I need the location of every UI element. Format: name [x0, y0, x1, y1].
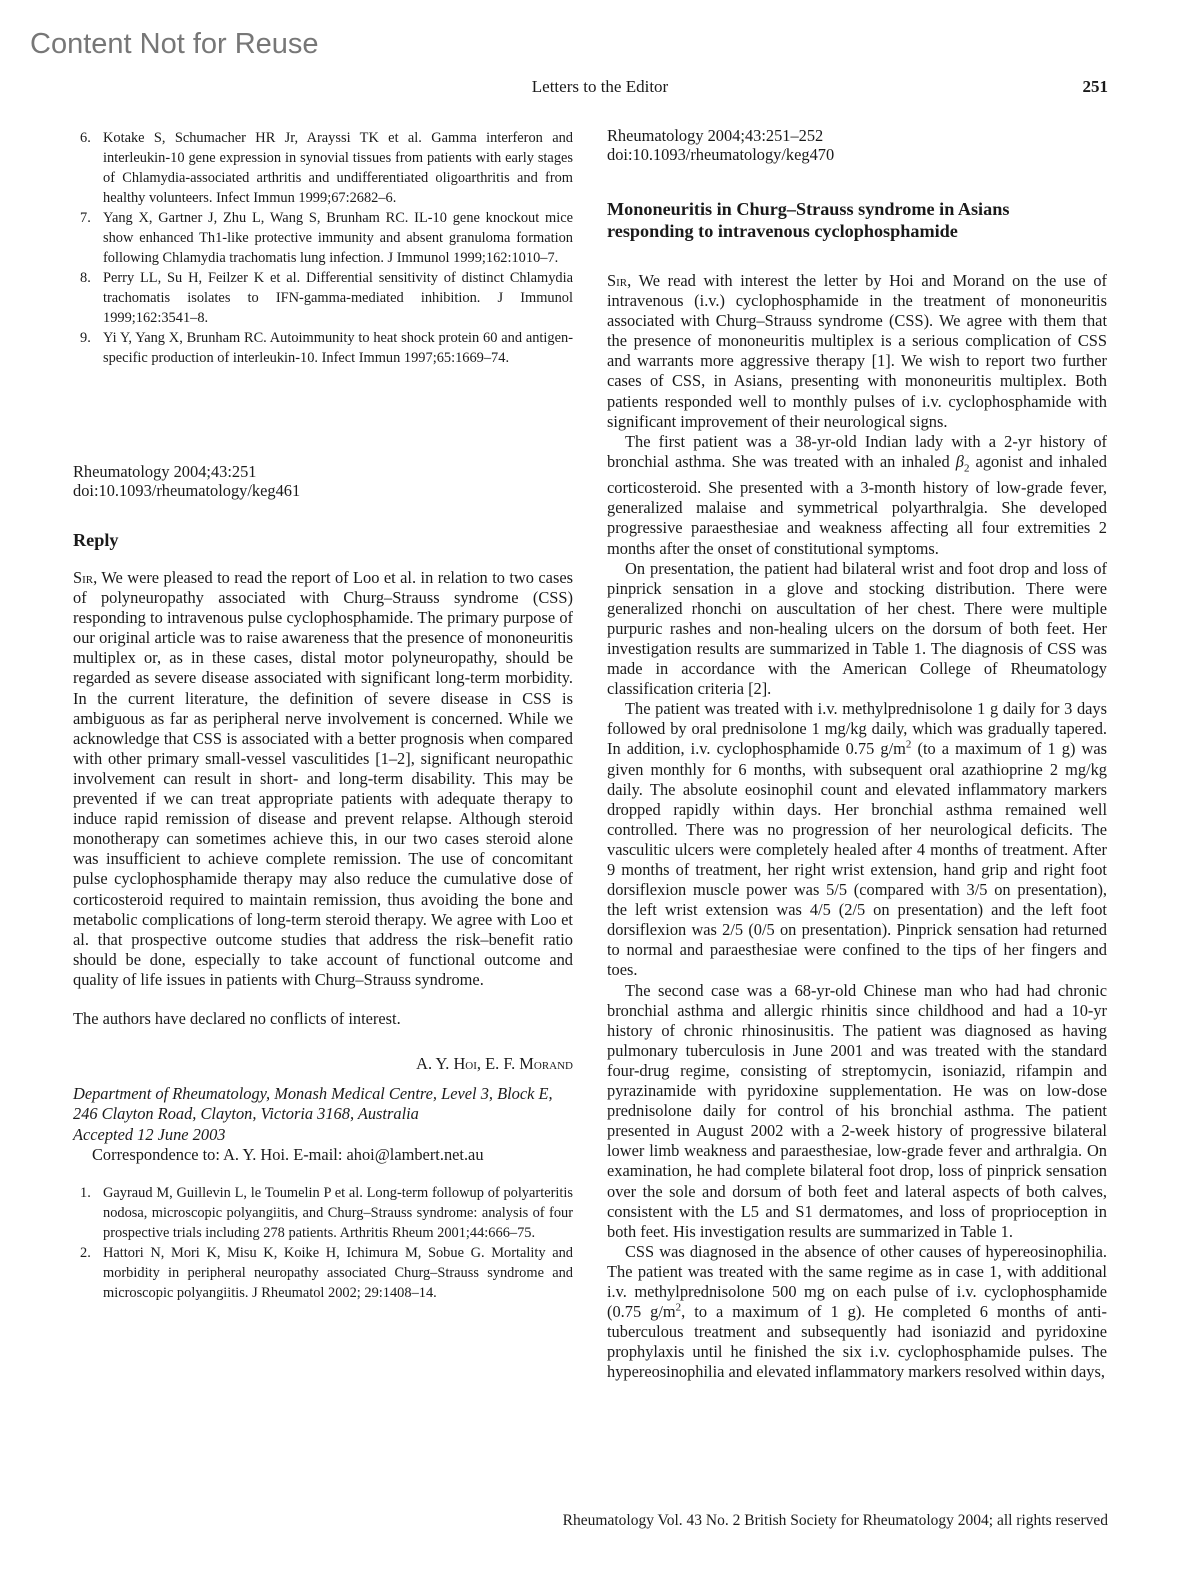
letter-title-line: responding to intravenous cyclophosphamide: [607, 221, 958, 241]
reply-citation: [73, 462, 573, 500]
letter-title: [607, 198, 1107, 242]
paragraph-text: We read with interest the letter by Hoi and Morand on the use of intravenous (i.v.) cyclophosphamide in the treatment of mononeuritis associated with Churg–Strauss syndrome (CSS). We agree with them that the presence of mononeuritis multiplex is a serious complication of CSS and warrants more aggressive therapy [1]. We wish to report two further cases of CSS, in Asians, presenting with mononeuritis multiplex. Both patients responded well to monthly pulses of i.v. cyclophosphamide with significant improvement of their neurological signs.: [607, 271, 1107, 431]
reference-number: 1.: [80, 1184, 91, 1201]
page-footer: Rheumatology Vol. 43 No. 2 British Society for Rheumatology 2004; all rights reserved: [562, 1512, 1108, 1529]
reference-number: 8.: [80, 270, 91, 286]
letter-body: [607, 271, 1107, 1382]
letter-paragraph: [607, 699, 1107, 980]
paragraph-text: (to a maximum of 1 g) was given monthly for 6 months, with subsequent oral azathioprine 2 mg/kg daily. The absolute eosinophil count and elevated inflammatory markers dropped rapidly within days. Her bronchial asthma remained well controlled. There was no progression of her neurological deficits. The vasculitic ulcers were completely healed after 4 months of treatment. After 9 months of treatment, her right wrist extension, hand grip and right foot dorsiflexion muscle power was 5/5 (compared with 3/5 on presentation), the left wrist extension was 4/5 (2/5 on presentation) and the left foot dorsiflexion was 2/5 (0/5 on presentation). Pinprick sensation had returned to normal and paraesthesiae were confined to the tips of her fingers and toes.: [607, 739, 1107, 980]
salutation: Sir,: [73, 568, 98, 587]
running-title: Letters to the Editor: [531, 77, 669, 96]
reference-text: Kotake S, Schumacher HR Jr, Arayssi TK et al. Gamma interferon and interleukin-10 gene expression in synovial tissues from patients with early stages of Chlamydia-associated arthritis and undifferentiated oligoarthritis and from healthy volunteers. Infect Immun 1999;67:2682–6.: [103, 130, 573, 206]
reply-paragraph: We were pleased to read the report of Loo et al. in relation to two cases of polyneuropathy associated with Churg–Strauss syndrome (CSS) responding to intravenous pulse cyclophosphamide. The primary purpose of our original article was to raise awareness that the presence of mononeuritis multiplex or, as in these cases, distal motor polyneuropathy, should be regarded as severe disease associated with significant long-term morbidity. In the current literature, the definition of severe disease in CSS is ambiguous as far as peripheral nerve involvement is concerned. While we acknowledge that CSS is associated with a better prognosis when compared with other primary small-vessel vasculitides [1–2], significant neuropathic involvement can result in short- and long-term disability. This may be prevented if we can treat appropriate patients with adequate therapy to induce rapid remission of disease and prevent relapse. Although steroid monotherapy can sometimes achieve this, in our two cases steroid alone was insufficient to achieve complete remission. The use of concomitant pulse cyclophosphamide therapy may also reduce the cumulative dose of corticosteroid required to maintain remission, thus avoiding the bone and metabolic complications of long-term steroid therapy. We agree with Loo et al. that prospective outcome studies that address the risk–benefit ratio should be done, especially to take account of functional outcome and quality of life issues in patients with Churg–Strauss syndrome.: [73, 568, 573, 989]
reference-text: Perry LL, Su H, Feilzer K et al. Differential sensitivity of distinct Chlamydia trachomatis isolates to IFN-gamma-mediated inhibition. J Immunol 1999;162:3541–8.: [103, 270, 573, 326]
reference-item: [73, 128, 573, 208]
reference-item: [73, 1243, 573, 1303]
reference-item: [73, 268, 573, 328]
reference-text: Gayraud M, Guillevin L, le Toumelin P et al. Long-term followup of polyarteritis nodosa, microscopic polyangiitis, and Churg–Strauss syndrome: analysis of four prospective trials including 278 patients. Arthritis Rheum 2001;44:666–75.: [103, 1184, 573, 1241]
watermark: Content Not for Reuse: [30, 28, 319, 60]
reference-list: [73, 1183, 573, 1303]
reference-item: [73, 208, 573, 268]
paragraph-text: CSS was diagnosed in the absence of other causes of hypereosinophilia. The patient was treated with the same regime as in case 1, with additional i.v. methylprednisolone 500 mg on each pulse of i.v. cyclophosphamide (0.75 g/m: [607, 1241, 1107, 1322]
paragraph-text: The patient was treated with i.v. methylprednisolone 1 g daily for 3 days followed by oral prednisolone 1 mg/kg daily, which was gradually tapered. In addition, i.v. cyclophosphamide 0.75 g/m: [607, 699, 1107, 759]
reference-text: Hattori N, Mori K, Misu K, Koike H, Ichimura M, Sobue G. Mortality and morbidity in peripheral neuropathy associated Churg–Strauss syndrome and microscopic polyangiitis. J Rheumatol 2002; 29:1408–14.: [103, 1244, 573, 1301]
reference-text: Yi Y, Yang X, Brunham RC. Autoimmunity to heat shock protein 60 and antigen-specific production of interleukin-10. Infect Immun 1997;65:1669–74.: [103, 330, 573, 366]
letter-title-line: Mononeuritis in Churg–Strauss syndrome in Asians: [607, 199, 1010, 219]
reply-body: [73, 568, 573, 990]
accepted-date: Accepted 12 June 2003: [73, 1124, 226, 1144]
letter-paragraph: The second case was a 68-yr-old Chinese man who had had chronic bronchial asthma and allergic rhinitis since childhood and had a 10-yr history of chronic rhinosinusitis. The patient was diagnosed as having pulmonary tuberculosis in June 2001 and was treated with the standard four-drug regime, consisting of streptomycin, isoniazid, rifampin and pyrazinamide with pyridoxine supplementation. He was on low-dose prednisolone daily for control of his bronchial asthma. The patient presented in August 2002 with a 2-week history of progressive bilateral lower limb weakness and paraesthesiae, low-grade fever and arthralgia. On examination, he had complete bilateral foot drop, loss of pinprick sensation over the sole and dorsum of both feet and lateral aspects of both calves, consistent with the L5 and S1 dermatomes, and loss of proprioception in both feet. His investigation results are summarized in Table 1.: [607, 980, 1107, 1241]
reference-number: 7.: [80, 210, 91, 226]
letter-paragraph: On presentation, the patient had bilateral wrist and foot drop and loss of pinprick sensation in a glove and stocking distribution. There were generalized rhonchi on auscultation of her chest. There were multiple purpuric rashes and non-healing ulcers on the dorsum of both feet. Her investigation results are summarized in Table 1. The diagnosis of CSS was made in accordance with the American College of Rheumatology classification criteria [2].: [607, 558, 1107, 699]
reference-text: Yang X, Gartner J, Zhu L, Wang S, Brunham RC. IL-10 gene knockout mice show enhanced Th1-like protective immunity and absent granuloma formation following Chlamydia trachomatis lung infection. J Immunol 1999;162:1010–7.: [103, 210, 573, 266]
superscript: 2: [905, 738, 912, 751]
citation-doi: doi:10.1093/rheumatology/keg461: [73, 481, 301, 500]
conflict-declaration: The authors have declared no conflicts of interest.: [73, 1008, 401, 1028]
author-affiliation-block: [73, 1084, 573, 1165]
right-column: [607, 126, 1107, 1382]
left-column: [73, 128, 573, 1303]
author-names: A. Y. Hoi, E. F. Morand: [416, 1053, 573, 1073]
affiliation: Department of Rheumatology, Monash Medical Centre, Level 3, Block E, 246 Clayton Road, Clayton, Victoria 3168, Australia: [73, 1083, 553, 1124]
reference-item: [73, 1183, 573, 1243]
previous-reference-list: [73, 128, 573, 368]
paragraph-text: agonist and inhaled corticosteroid. She presented with a 3-month history of low-grade fever, generalized malaise and symmetrical polyarthralgia. She developed progressive paraesthesiae and weakness affecting all four extremities 2 months after the onset of constitutional symptoms.: [607, 451, 1107, 558]
reply-title: Reply: [73, 530, 119, 550]
reference-number: 9.: [80, 330, 91, 346]
citation-journal: Rheumatology 2004;43:251: [73, 462, 257, 481]
letter-paragraph: [607, 271, 1107, 432]
reference-number: 6.: [80, 130, 91, 146]
citation-doi: doi:10.1093/rheumatology/keg470: [607, 145, 835, 164]
page-number: 251: [1082, 77, 1108, 96]
superscript: 2: [675, 1301, 682, 1314]
beta-symbol: β: [955, 451, 964, 471]
letter-paragraph: [607, 432, 1107, 559]
reference-number: 2.: [80, 1244, 91, 1261]
paragraph-text: The first patient was a 38-yr-old Indian lady with a 2-yr history of bronchial asthma. She was treated with an inhaled: [607, 431, 1107, 471]
letter-citation: [607, 126, 1107, 164]
reference-item: [73, 328, 573, 368]
correspondence: Correspondence to: A. Y. Hoi. E-mail: ahoi@lambert.net.au: [92, 1144, 484, 1164]
subscript: 2: [963, 462, 970, 475]
citation-journal: Rheumatology 2004;43:251–252: [607, 126, 824, 145]
salutation: Sir,: [607, 271, 632, 290]
letter-paragraph: [607, 1242, 1107, 1383]
paragraph-text: , to a maximum of 1 g). He completed 6 months of anti-tuberculous treatment and subsequently had isoniazid and pyridoxine prophylaxis until he finished the six i.v. cyclophosphamide pulses. The hypereosinophilia and elevated inflammatory markers resolved within days,: [607, 1302, 1107, 1382]
